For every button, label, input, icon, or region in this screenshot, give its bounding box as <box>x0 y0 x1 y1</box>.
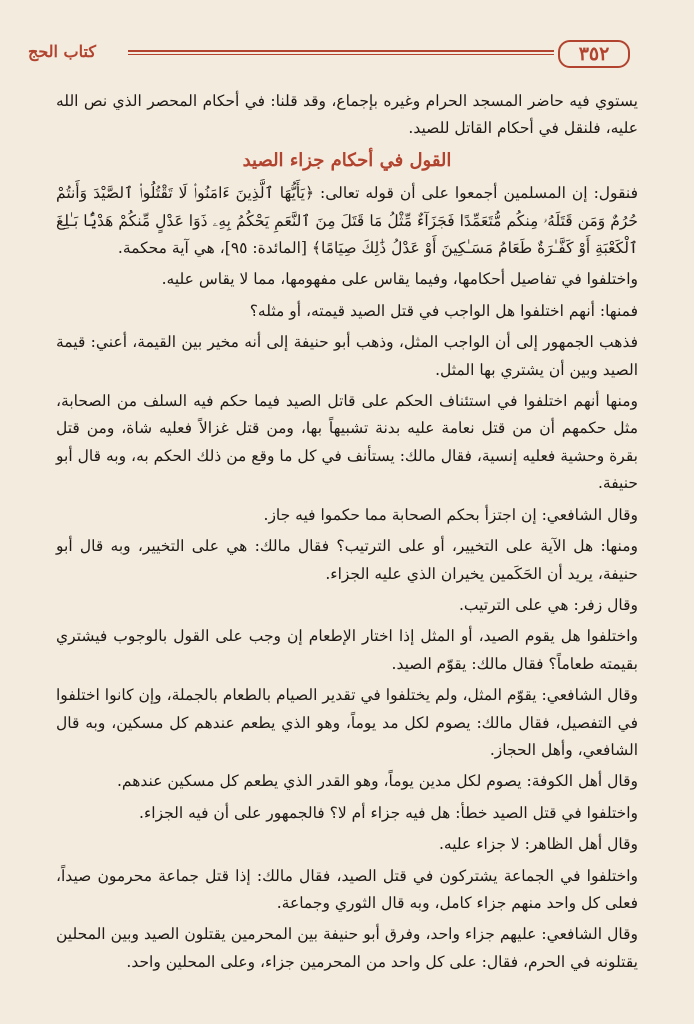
page-body <box>56 88 638 980</box>
paragraph-10: واختلفوا هل يقوم الصيد، أو المثل إذا اختار الإطعام إن وجب على القول بالوجوب فيشتري بقيمته طعاماً؟ فقال مالك: يقوّم الصيد. <box>56 627 638 673</box>
paragraph-8: ومنها: هل الآية على التخيير، أو على الترتيب؟ فقال مالك: هي على التخيير، وبه قال أبو حنيفة، يريد أن الحَكَمين يخيران الذي عليه الجزاء. <box>56 537 638 583</box>
header-rule <box>128 50 554 55</box>
paragraph-5: فذهب الجمهور إلى أن الواجب المثل، وذهب أبو حنيفة إلى أنه مخير بين القيمة، أعني: قيمة الصيد وبين أن يشتري بها المثل. <box>56 333 638 379</box>
paragraph-6: ومنها أنهم اختلفوا في استئناف الحكم على قاتل الصيد فيما حكم فيه السلف من الصحابة، مثل حكمهم أن من قتل نعامة عليه بدنة تشبيهاً بها، ومن قتل غزالاً فعليه شاة، ومن قتل بقرة وحشية فعليه إنسية، فقال مالك: يستأنف في كل ما وقع من ذلك الحكم به، وبه قال أبو حنيفة. <box>56 392 638 493</box>
running-title: كتاب الحج <box>28 42 96 61</box>
paragraph-9: وقال زفر: هي على الترتيب. <box>458 595 638 614</box>
paragraph-14: وقال أهل الظاهر: لا جزاء عليه. <box>438 835 638 854</box>
page-number: ٣٥٢ <box>558 40 630 68</box>
paragraph-7: وقال الشافعي: إن اجتزأ بحكم الصحابة مما حكموا فيه جاز. <box>263 505 638 524</box>
paragraph-15: واختلفوا في الجماعة يشتركون في قتل الصيد، فقال مالك: إذا قتل جماعة محرمون صيداً، فعلى كل واحد منهم جزاء كامل، وبه قال الثوري وجماعة. <box>56 866 638 912</box>
paragraph-2: فنقول: إن المسلمين أجمعوا على أن قوله تعالى: ﴿يَأَيُّهَا ٱلَّذِينَ ءَامَنُوا۟ لَا تَقْتُلُوا۟ ٱلصَّيْدَ وَأَنتُمْ حُرُمٌ وَمَن قَتَلَهُۥ مِنكُم مُّتَعَمِّدًا فَجَزَآءٌ مِّثْلُ مَا قَتَلَ مِنَ ٱلنَّعَمِ يَحْكُمُ بِهِۦ ذَوَا عَدْلٍ مِّنكُمْ هَدْيًۢا بَـٰلِغَ ٱلْكَعْبَةِ أَوْ كَفَّـٰرَةٌ طَعَامُ مَسَـٰكِينَ أَوْ عَدْلُ ذَٰلِكَ صِيَامًا﴾ [المائدة: ٩٥]، هي آية محكمة. <box>56 184 638 258</box>
page-header <box>0 40 694 70</box>
paragraph-13: واختلفوا في قتل الصيد خطأ: هل فيه جزاء أم لا؟ فالجمهور على أن فيه الجزاء. <box>139 803 638 822</box>
paragraph-3: واختلفوا في تفاصيل أحكامها، وفيما يقاس على مفهومها، مما لا يقاس عليه. <box>161 270 638 289</box>
paragraph-1: يستوي فيه حاضر المسجد الحرام وغيره بإجماع، وقد قلنا: في أحكام المحصر الذي نص الله عليه، فلنقل في أحكام القاتل للصيد. <box>56 92 638 138</box>
section-heading: القول في أحكام جزاء الصيد <box>242 149 452 171</box>
paragraph-11: وقال الشافعي: يقوّم المثل، ولم يختلفوا في تقدير الصيام بالطعام بالجملة، وإن كانوا اختلفوا في التفصيل، فقال مالك: يصوم لكل مد يوماً، وهو الذي يطعم عندهم كل مسكين، وبه قال الشافعي، وأهل الحجاز. <box>56 686 638 759</box>
paragraph-16: وقال الشافعي: عليهم جزاء واحد، وفرق أبو حنيفة بين المحرمين يقتلون الصيد وبين المحلين يقتلونه في الحرم، فقال: على كل واحد من المحرمين جزاء، وعلى المحلين واحد. <box>56 925 638 971</box>
paragraph-12: وقال أهل الكوفة: يصوم لكل مدين يوماً، وهو القدر الذي يطعم كل مسكين عندهم. <box>116 772 638 791</box>
paragraph-4: فمنها: أنهم اختلفوا هل الواجب في قتل الصيد قيمته، أو مثله؟ <box>249 301 638 320</box>
